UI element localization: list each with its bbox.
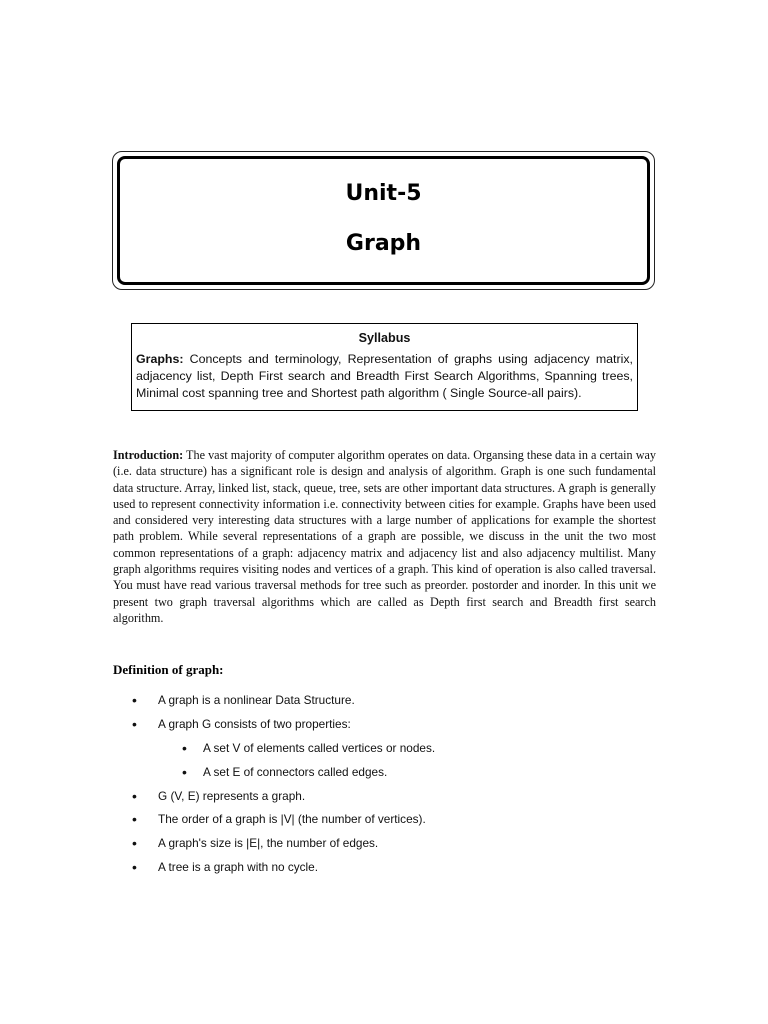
syllabus-label: Graphs:: [136, 352, 184, 366]
list-item: [132, 692, 355, 708]
list-item-text: G (V, E) represents a graph.: [158, 789, 306, 803]
list-item: [132, 835, 379, 851]
list-item-text: A set E of connectors called edges.: [203, 765, 388, 779]
introduction-paragraph: [113, 447, 656, 626]
list-item-text: A set V of elements called vertices or nodes.: [203, 741, 436, 755]
syllabus-heading: Syllabus: [358, 331, 411, 345]
bullet-icon: •: [132, 835, 137, 851]
list-item-text: A graph G consists of two properties:: [158, 717, 351, 731]
list-item: [132, 811, 426, 827]
bullet-icon: •: [132, 716, 137, 732]
list-item: [132, 716, 351, 732]
bullet-icon: •: [182, 764, 187, 780]
unit-title-box: [112, 151, 655, 290]
unit-topic-title: Graph: [345, 231, 422, 256]
bullet-icon: •: [132, 811, 137, 827]
list-item-text: The order of a graph is |V| (the number of vertices).: [158, 812, 426, 826]
introduction-body: The vast majority of computer algorithm operates on data. Organsing these data in a certain way (i.e. data structure) has a significant role is design and analysis of algorithm. Graph is one such fundamental data structure. Array, linked list, stack, queue, tree, sets are other important data structures. A graph is generally used to represent connectivity information i.e. connectivity between cities for example. Graphs have been used and considered very interesting data structures with a large number of applications for example the shortest path problem. While several representations of a graph are possible, we discuss in the unit the two most common representations of a graph: adjacency matrix and adjacency list and also adjacency multilist. Many graph algorithms requires visiting nodes and vertices of a graph. This kind of operation is also called traversal. You must have read various traversal methods for tree such as preorder. postorder and inorder. In this unit we present two graph traversal algorithms which are called as Depth first search and Breadth first search algorithm.: [113, 448, 656, 625]
list-item-nested: [182, 764, 388, 780]
list-item-text: A graph's size is |E|, the number of edges.: [158, 836, 379, 850]
list-item-text: A tree is a graph with no cycle.: [158, 860, 318, 874]
unit-title-inner-border: [117, 156, 650, 285]
unit-number-title: Unit-5: [345, 181, 422, 206]
definition-heading: Definition of graph:: [113, 662, 224, 677]
syllabus-body: Concepts and terminology, Representation of graphs using adjacency matrix, adjacency list, Depth First search and Breadth First Search Algorithms, Spanning trees, Minimal cost spanning tree and Shortest path algorithm ( Single Source-all pairs).: [136, 352, 633, 400]
syllabus-text: [136, 351, 633, 402]
list-item-text: A graph is a nonlinear Data Structure.: [158, 693, 355, 707]
bullet-icon: •: [132, 788, 137, 804]
bullet-icon: •: [132, 692, 137, 708]
introduction-label: Introduction:: [113, 448, 184, 462]
bullet-icon: •: [132, 859, 137, 875]
syllabus-box: [131, 323, 638, 411]
bullet-icon: •: [182, 740, 187, 756]
list-item: [132, 788, 306, 804]
list-item: [132, 859, 318, 875]
list-item-nested: [182, 740, 436, 756]
